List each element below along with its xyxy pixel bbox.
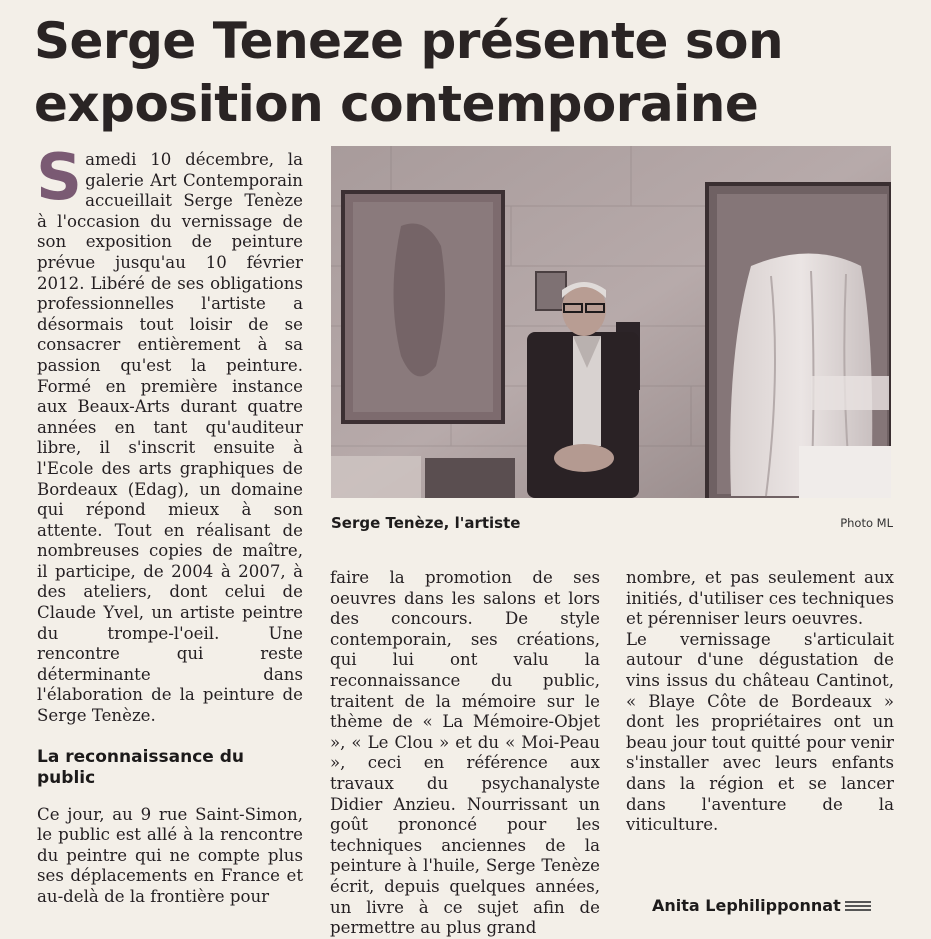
caption-text: Serge Tenèze, l'artiste <box>331 514 521 532</box>
paragraph-promotion: faire la promotion de ses oeuvres dans les salons et lors des concours. De style contemporain, ses créations, qui lui ont valu la reconnaissance du public, traitent de la mémoire sur le thème de « La Mémoire-Objet », « Le Clou » et du « Moi-Peau », ceci en référence aux travaux du psychanalyste Didier Anzieu. Nourrissant un goût prononcé pour les techniques anciennes de la peinture à l'huile, Serge Tenèze écrit, depuis quelques années, un livre à ce sujet afin de permettre au plus grand <box>330 568 600 938</box>
headline <box>34 10 924 136</box>
column-1 <box>36 141 303 908</box>
artist-photo-illustration <box>331 146 891 498</box>
photo-caption <box>331 514 893 536</box>
column-2 <box>330 568 600 939</box>
paragraph-techniques: nombre, et pas seulement aux initiés, d'utiliser ces techniques et pérenniser leurs oeuvres. <box>626 568 894 629</box>
headline-line-1: Serge Teneze présente son <box>34 12 784 70</box>
signature-rule-icon <box>845 899 871 913</box>
paragraph-intro-text: amedi 10 décembre, la galerie Art Contemporain accueillait Serge Tenèze à l'occasion du vernissage de son exposition de peinture prévue jusqu'au 10 février 2012. Libéré de ses obligations professionnelles l'artiste a désormais tout loisir de se consacrer entièrement à sa passion qu'est la peinture. Formé en première instance aux Beaux-Arts durant quatre années en tant qu'auditeur libre, il s'inscrit ensuite à l'Ecole des arts graphiques de Bordeaux (Edag), un domaine qui répond mieux à son attente. Tout en réalisant de nombreuses copies de maître, il participe, de 2004 à 2007, à des ateliers, dont celui de Claude Yvel, un artiste peintre du trompe-l'oeil. Une rencontre qui reste déterminante dans l'élaboration de la peinture de Serge Tenèze. <box>37 150 303 726</box>
paragraph-intro <box>36 141 303 727</box>
drop-cap: S <box>36 141 83 215</box>
author-signature <box>652 896 871 915</box>
photo-credit: Photo ML <box>840 516 893 530</box>
author-name: Anita Lephilipponnat <box>652 896 841 915</box>
paragraph-public: Ce jour, au 9 rue Saint-Simon, le public est allé à la rencontre du peintre qui ne compte plus ses déplacements en France et au-delà de la frontière pour <box>37 804 303 906</box>
paragraph-vernissage: Le vernissage s'articulait autour d'une dégustation de vins issus du château Cantinot, « Blaye Côte de Bordeaux » dont les propriétaires ont un beau jour tout quitté pour venir s'installer avec leurs enfants dans la région et se lancer dans l'aventure de la viticulture. <box>626 629 894 835</box>
artist-photo <box>331 146 891 498</box>
subheading: La reconnaissance du public <box>37 746 245 788</box>
column-3 <box>626 568 894 836</box>
headline-line-2: exposition contemporaine <box>34 75 759 133</box>
